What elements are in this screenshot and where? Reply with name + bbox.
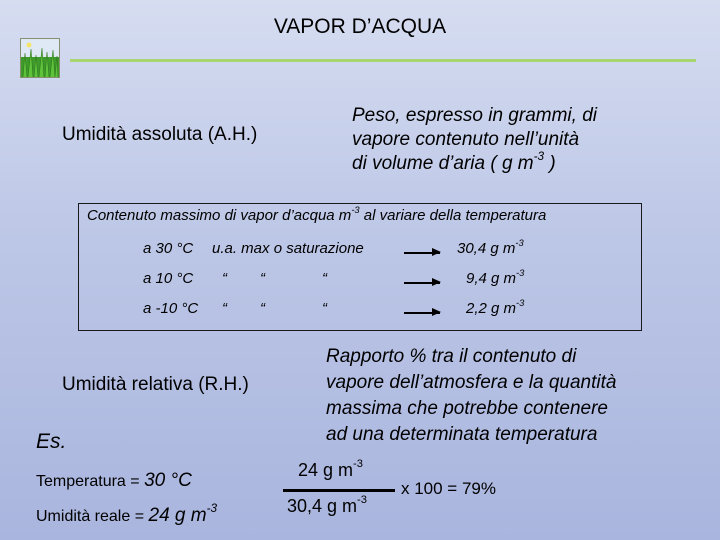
ditto-mark: “ <box>222 300 227 317</box>
definition-line: massima che potrebbe contenere <box>326 398 608 419</box>
saturation-row-temp: a -10 °C <box>143 300 199 317</box>
arrow-right-icon <box>404 282 440 284</box>
saturation-row-value: 2,2 g $m^{-3}$ <box>466 297 525 317</box>
definition-line: vapore dell’atmosfera e la quantità <box>326 372 617 393</box>
saturation-row-value: 30,4 g $m^{-3}$ <box>457 237 524 257</box>
ditto-mark: “ <box>260 300 265 317</box>
saturation-row-value: 9,4 g $m^{-3}$ <box>466 267 525 287</box>
arrow-right-icon <box>404 252 440 254</box>
fraction-numerator: 24 g $m^{-3}$ <box>298 458 363 480</box>
title-divider <box>70 59 696 62</box>
relative-humidity-definition <box>326 344 616 448</box>
absolute-humidity-label: Umidità assoluta (A.H.) <box>62 124 258 145</box>
definition-line: di volume d’aria ( g $m^{-3}$ ) <box>352 149 556 174</box>
absolute-humidity-definition <box>352 104 597 176</box>
example-temperature-label: Temperatura = <box>36 473 145 490</box>
fraction-bar <box>283 489 395 492</box>
example-actual-humidity <box>36 501 218 527</box>
definition-line: Peso, espresso in grammi, di <box>352 105 597 126</box>
example-label: Es. <box>36 430 67 453</box>
definition-line: Rapporto % tra il contenuto di <box>326 346 577 367</box>
ditto-mark: “ <box>222 270 227 287</box>
page-title: VAPOR D’ACQUA <box>273 15 447 38</box>
relative-humidity-label: Umidità relativa (R.H.) <box>62 374 249 395</box>
ditto-mark: “ <box>322 270 327 287</box>
arrow-right-icon <box>404 312 440 314</box>
grass-logo-icon <box>20 38 60 78</box>
example-result: x 100 = 79% <box>401 479 496 498</box>
saturation-row-desc: u.a. max o saturazione <box>212 240 364 257</box>
saturation-row-temp: a 10 °C <box>143 270 194 287</box>
definition-line: vapore contenuto nell’unità <box>352 129 580 150</box>
definition-line: ad una determinata temperatura <box>326 424 598 445</box>
fraction-denominator: 30,4 g $m^{-3}$ <box>287 494 367 516</box>
example-temperature-value: 30 °C <box>144 470 192 491</box>
example-temperature <box>36 470 192 492</box>
example-humidity-value: 24 g $m^{-3}$ <box>148 501 218 526</box>
example-humidity-label: Umidità reale = <box>36 508 149 525</box>
saturation-row-temp: a 30 °C <box>143 240 194 257</box>
saturation-heading: Contenuto massimo di vapor d’acqua $m^{-3}$ al variare della temperatura <box>87 204 547 224</box>
ditto-mark: “ <box>260 270 265 287</box>
ditto-mark: “ <box>322 300 327 317</box>
